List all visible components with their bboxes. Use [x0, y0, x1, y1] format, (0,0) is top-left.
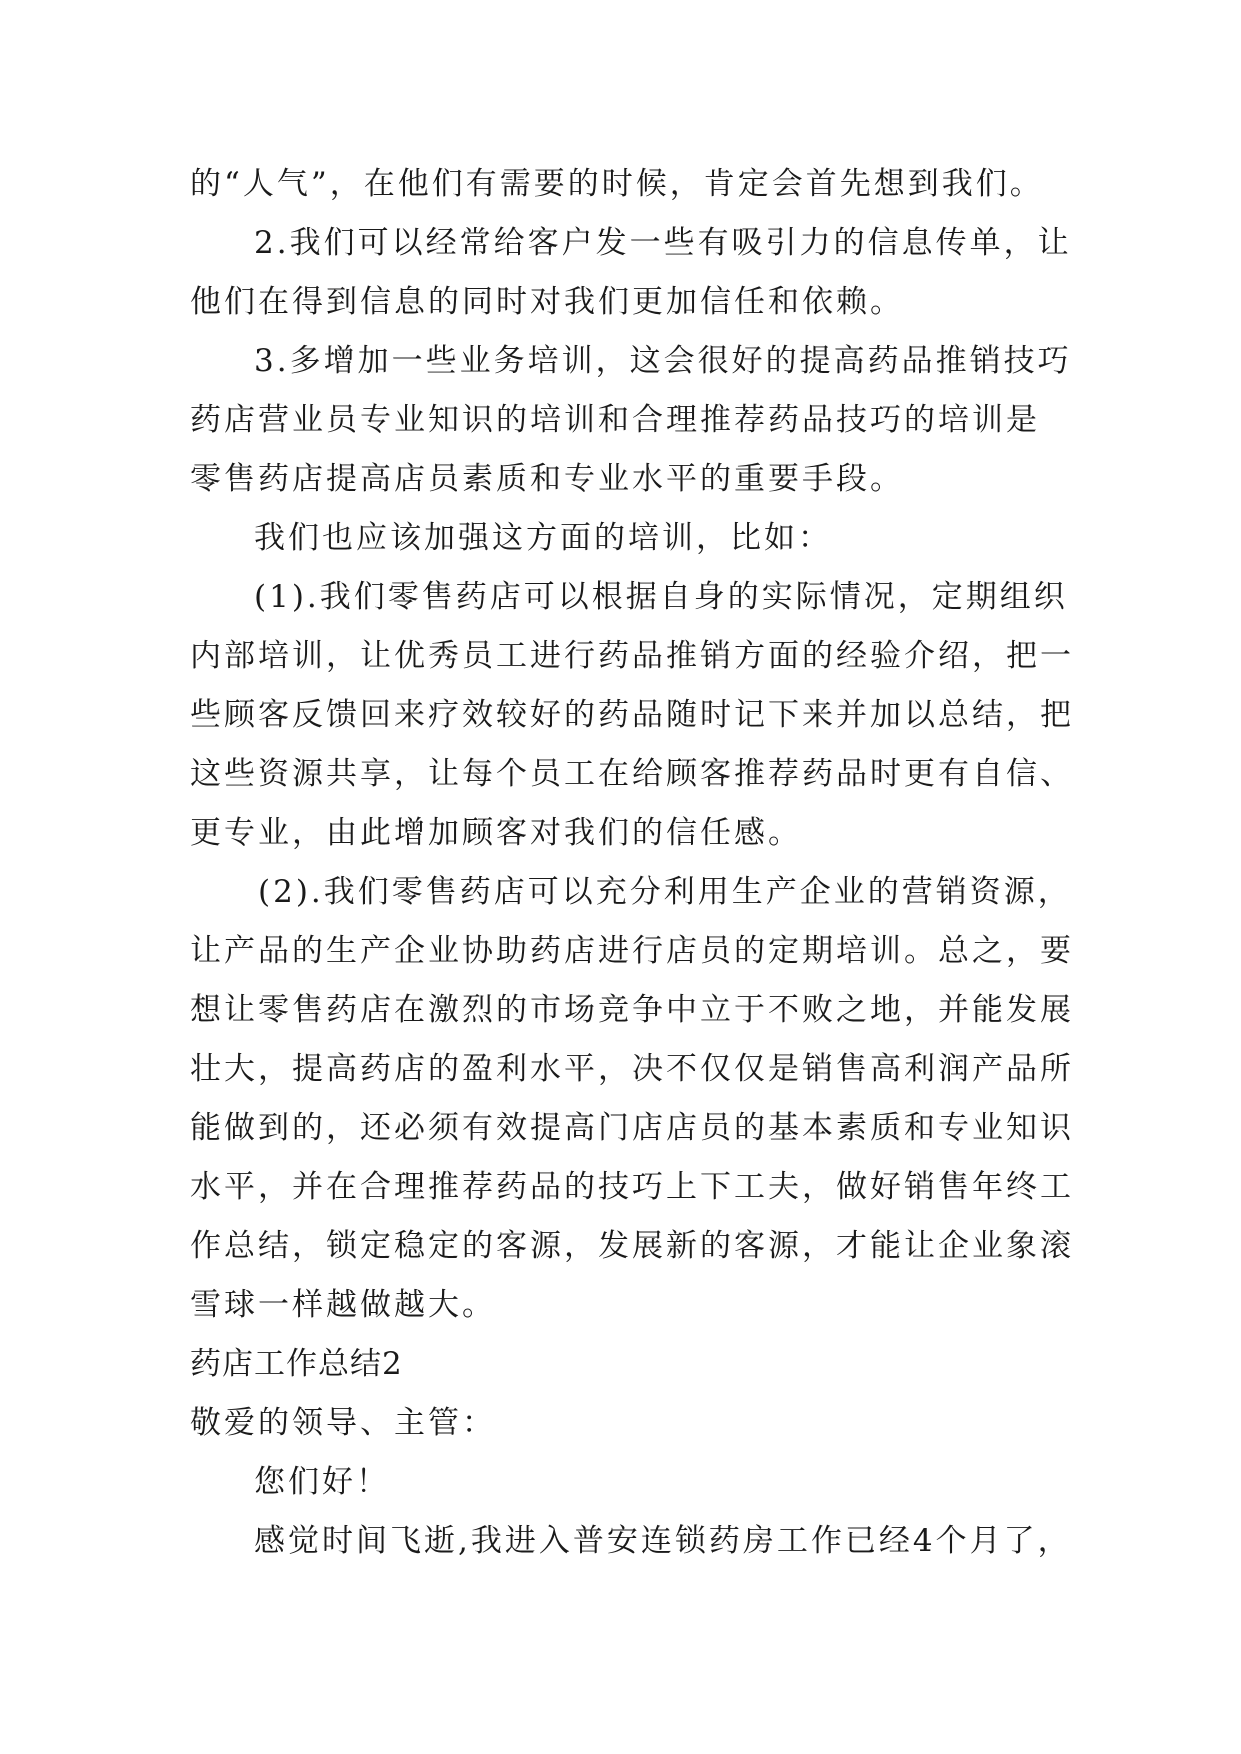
- paragraph-line: 想让零售药店在激烈的市场竞争中立于不败之地，并能发展: [190, 992, 1074, 1028]
- paragraph-line: 雪球一样越做越大。: [190, 1287, 496, 1323]
- paragraph-line: (1).我们零售药店可以根据自身的实际情况，定期组织: [254, 579, 1068, 615]
- paragraph-line: 药店营业员专业知识的培训和合理推荐药品技巧的培训是: [190, 402, 1040, 438]
- paragraph-line: 他们在得到信息的同时对我们更加信任和依赖。: [190, 284, 904, 320]
- paragraph-line: 些顾客反馈回来疗效较好的药品随时记下来并加以总结，把: [190, 697, 1074, 733]
- paragraph-line: 让产品的生产企业协助药店进行店员的定期培训。总之，要: [190, 933, 1074, 969]
- paragraph-line: 壮大，提高药店的盈利水平，决不仅仅是销售高利润产品所: [190, 1051, 1074, 1087]
- paragraph-line: 水平，并在合理推荐药品的技巧上下工夫，做好销售年终工: [190, 1169, 1074, 1205]
- paragraph-line: (2).我们零售药店可以充分利用生产企业的营销资源，: [258, 874, 1072, 910]
- paragraph-line: 我们也应该加强这方面的培训，比如：: [254, 520, 832, 556]
- paragraph-line: 这些资源共享，让每个员工在给顾客推荐药品时更有自信、: [190, 756, 1074, 792]
- paragraph-line: 内部培训，让优秀员工进行药品推销方面的经验介绍，把一: [190, 638, 1074, 674]
- salutation: 敬爱的领导、主管：: [190, 1405, 496, 1441]
- document-body: [190, 155, 1074, 1571]
- paragraph-line: 能做到的，还必须有效提高门店店员的基本素质和专业知识: [190, 1110, 1074, 1146]
- section-heading: 药店工作总结2: [190, 1346, 403, 1382]
- paragraph-line: 2.我们可以经常给客户发一些有吸引力的信息传单，让: [254, 225, 1072, 261]
- paragraph-line: 更专业，由此增加顾客对我们的信任感。: [190, 815, 802, 851]
- paragraph-line: 零售药店提高店员素质和专业水平的重要手段。: [190, 461, 904, 497]
- paragraph-line: 的“人气”，在他们有需要的时候，肯定会首先想到我们。: [190, 166, 1044, 202]
- paragraph-line: 3.多增加一些业务培训，这会很好的提高药品推销技巧: [254, 343, 1072, 379]
- greeting: 您们好！: [254, 1464, 390, 1500]
- paragraph-line: 作总结，锁定稳定的客源，发展新的客源，才能让企业象滚: [190, 1228, 1074, 1264]
- paragraph-line: 感觉时间飞逝,我进入普安连锁药房工作已经4个月了，: [254, 1523, 1072, 1559]
